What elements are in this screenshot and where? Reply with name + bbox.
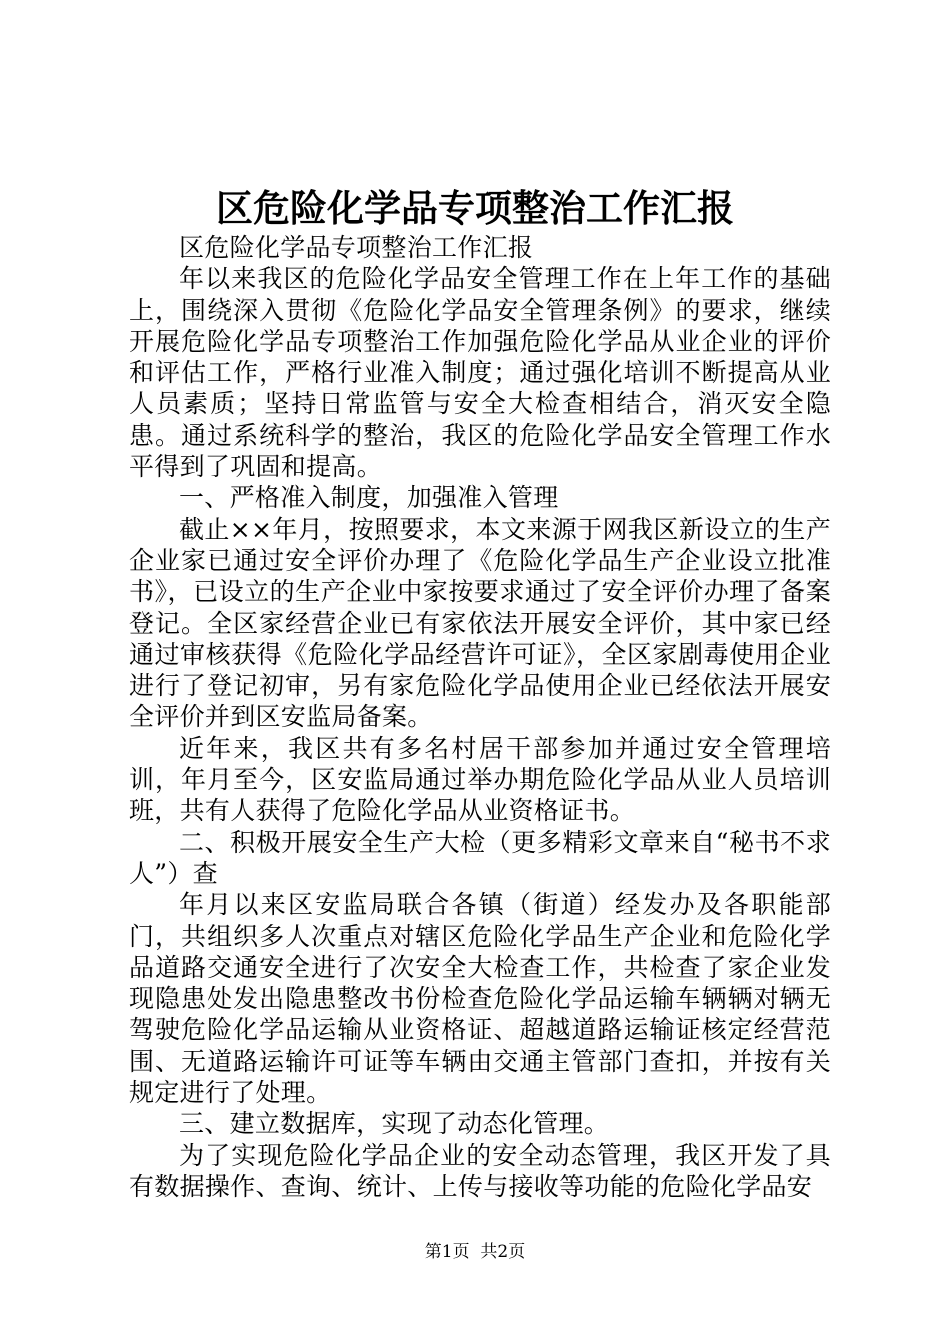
- body-paragraph-training: 近年来，我区共有多名村居干部参加并通过安全管理培训，年月至今，区安监局通过举办期危险化学品从业人员培训班，共有人获得了危险化学品从业资格证书。: [129, 733, 831, 826]
- body-paragraph-subtitle: 区危险化学品专项整治工作汇报: [179, 233, 534, 262]
- page-footer: [0, 1240, 950, 1264]
- body-paragraph-intro: 年以来我区的危险化学品安全管理工作在上年工作的基础上，围绕深入贯彻《危险化学品安全管理条例》的要求，继续开展危险化学品专项整治工作加强危险化学品从业企业的评价和评估工作，严格行业准入制度；通过强化培训不断提高从业人员素质；坚持日常监管与安全大检查相结合，消灭安全隐患。通过系统科学的整治，我区的危险化学品安全管理工作水平得到了巩固和提高。: [129, 264, 831, 482]
- body-paragraph-section-3: 为了实现危险化学品企业的安全动态管理，我区开发了具有数据操作、查询、统计、上传与接收等功能的危险化学品安: [129, 1140, 831, 1201]
- body-paragraph-section-1: 截止××年月，按照要求，本文来源于网我区新设立的生产企业家已通过安全评价办理了《危险化学品生产企业设立批准书》，已设立的生产企业中家按要求通过了安全评价办理了备案登记。全区家经营企业已有家依法开展安全评价，其中家已经通过审核获得《危险化学品经营许可证》，全区家剧毒使用企业进行了登记初审，另有家危险化学品使用企业已经依法开展安全评价并到区安监局备案。: [129, 514, 831, 732]
- section-heading-2: 二、积极开展安全生产大检（更多精彩文章来自“秘书不求人”）查: [129, 827, 831, 888]
- page-number-current: 第1页: [424, 1242, 470, 1262]
- section-heading-1: 一、严格准入制度，加强准入管理: [179, 483, 559, 513]
- body-paragraph-section-2: 年月以来区安监局联合各镇（街道）经发办及各职能部门，共组织多人次重点对辖区危险化学品生产企业和危险化学品道路交通安全进行了次安全大检查工作，共检查了家企业发现隐患处发出隐患整改书份检查危险化学品运输车辆辆对辆无驾驶危险化学品运输从业资格证、超越道路运输证核定经营范围、无道路运输许可证等车辆由交通主管部门查扣，并按有关规定进行了处理。: [129, 890, 831, 1108]
- section-heading-3: 三、建立数据库，实现了动态化管理。: [179, 1109, 610, 1139]
- page-number-total: 共2页: [480, 1242, 526, 1262]
- page-title: 区危险化学品专项整治工作汇报: [216, 186, 734, 230]
- document-body: [129, 232, 831, 1202]
